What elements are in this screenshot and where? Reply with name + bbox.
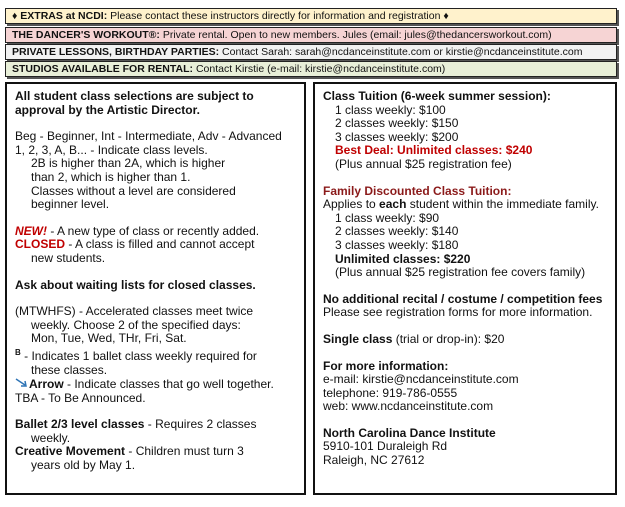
web-line: web: www.ncdanceinstitute.com [323, 399, 494, 414]
applies-c: student within the immediate family. [406, 197, 599, 212]
extras-label: ♦ EXTRAS at NCDI: [12, 10, 108, 22]
rental-text: Contact Kirstie (e-mail: kirstie@ncdanceinstitute.com) [193, 63, 446, 75]
family-title: Family Discounted Class Tuition: [323, 183, 512, 198]
tuition-1: 1 class weekly: $100 [335, 102, 446, 117]
workout-label: THE DANCER'S WORKOUT®: [12, 29, 160, 41]
arrow-label: Arrow [29, 377, 64, 392]
lessons-bar [5, 44, 617, 60]
applies-line [323, 198, 607, 212]
closed-line-2: new students. [31, 250, 106, 265]
closed-label: CLOSED [15, 237, 66, 252]
approval-line-2: approval by the Artistic Director. [15, 102, 200, 117]
extras-text: Please contact these instructors directly for information and registration ♦ [107, 10, 449, 22]
closed-text: - A class is filled and cannot accept [65, 237, 255, 252]
address-line-1: 5910-101 Duraleigh Rd [323, 439, 448, 454]
family-1: 1 class weekly: $90 [335, 210, 440, 225]
tuition-3: 3 classes weekly: $200 [335, 129, 459, 144]
ballet-marker-line-2: these classes. [31, 362, 108, 377]
levels-line-4: than 2, which is higher than 1. [31, 169, 191, 184]
tuition-2: 2 classes weekly: $150 [335, 116, 459, 131]
levels-line-5: Classes without a level are considered [31, 183, 236, 198]
address-line-2: Raleigh, NC 27612 [323, 453, 425, 468]
creative-label: Creative Movement [15, 444, 126, 459]
levels-line-2: 1, 2, 3, A, B... - Indicate class levels. [15, 142, 208, 157]
tuition-title: Class Tuition (6-week summer session): [323, 89, 551, 103]
mtwhfs-line-1: (MTWHFS) - Accelerated classes meet twice [15, 304, 254, 319]
ballet-level-line-2: weekly. [31, 430, 71, 445]
family-2: 2 classes weekly: $140 [335, 224, 459, 239]
recital-note: No additional recital / costume / competition fees [323, 291, 603, 306]
ballet-marker-line [15, 346, 296, 364]
single-class-text: (trial or drop-in): $20 [392, 331, 505, 346]
workout-text: Private rental. Open to new members. Jules (email: jules@thedancersworkout.com) [159, 29, 552, 41]
extras-bar [5, 8, 617, 24]
levels-line-1: Beg - Beginner, Int - Intermediate, Adv - Advanced [15, 129, 282, 144]
recital-note-2: Please see registration forms for more information. [323, 305, 593, 320]
right-tuition-panel [313, 82, 617, 495]
new-label: NEW! [15, 223, 47, 238]
new-text: - A new type of class or recently added. [47, 223, 260, 238]
ballet-level-label: Ballet 2/3 level classes [15, 417, 145, 432]
new-line [15, 225, 296, 239]
levels-line-3: 2B is higher than 2A, which is higher [31, 156, 226, 171]
phone-line: telephone: 919-786-0555 [323, 385, 458, 400]
family-unlimited: Unlimited classes: $220 [335, 251, 471, 266]
creative-text: - Children must turn 3 [125, 444, 244, 459]
ballet-marker: B [15, 347, 21, 357]
fee-note-1: (Plus annual $25 registration fee) [335, 156, 512, 171]
fee-note-2: (Plus annual $25 registration fee covers family) [335, 265, 586, 280]
rental-label: STUDIOS AVAILABLE FOR RENTAL: [12, 63, 194, 75]
email-line: e-mail: kirstie@ncdanceinstitute.com [323, 372, 519, 387]
arrow-line [15, 377, 296, 392]
lessons-text: Contact Sarah: sarah@ncdanceinstitute.com or kirstie@ncdanceinstitute.com [219, 46, 583, 58]
rental-bar [5, 61, 617, 77]
applies-b: each [379, 197, 407, 212]
creative-line [15, 445, 296, 459]
closed-line [15, 238, 296, 252]
ballet-level-line [15, 418, 296, 432]
workout-bar [5, 27, 617, 43]
creative-line-2: years old by May 1. [31, 458, 136, 473]
ballet-level-text: - Requires 2 classes [144, 417, 257, 432]
lessons-label: PRIVATE LESSONS, BIRTHDAY PARTIES: [12, 46, 220, 58]
tba-line: TBA - To Be Announced. [15, 390, 146, 405]
waiting-list-note: Ask about waiting lists for closed classes. [15, 277, 256, 292]
mtwhfs-line-3: Mon, Tue, Wed, THr, Fri, Sat. [31, 331, 187, 346]
levels-line-6: beginner level. [31, 197, 110, 212]
ballet-marker-text: - Indicates 1 ballet class weekly required for [20, 348, 257, 363]
single-class-label: Single class [323, 331, 393, 346]
arrow-text: - Indicate classes that go well together. [63, 377, 274, 392]
org-name: North Carolina Dance Institute [323, 425, 496, 440]
mtwhfs-line-2: weekly. Choose 2 of the specified days: [31, 317, 241, 332]
approval-line-1: All student class selections are subject to [15, 89, 254, 103]
family-3: 3 classes weekly: $180 [335, 237, 459, 252]
left-info-panel [5, 82, 306, 495]
applies-a: Applies to [323, 197, 380, 212]
best-deal: Best Deal: Unlimited classes: $240 [335, 143, 533, 158]
single-class-line [323, 333, 607, 347]
more-info-title: For more information: [323, 358, 449, 373]
arrow-icon [15, 377, 29, 392]
